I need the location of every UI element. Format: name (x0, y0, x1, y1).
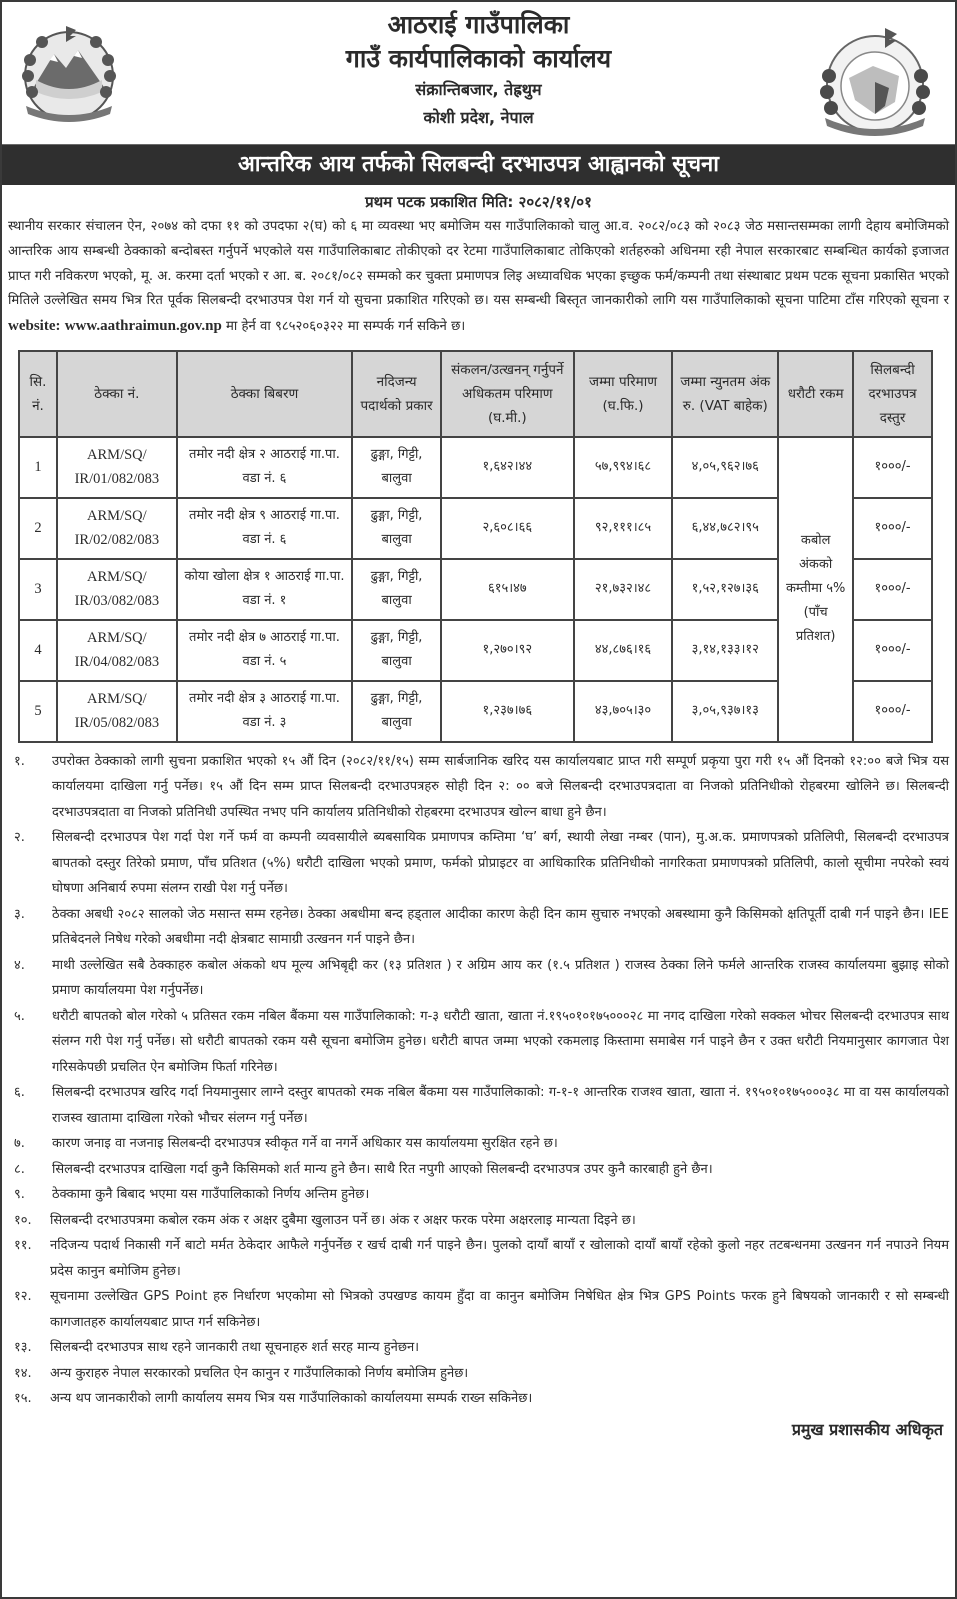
term-number: ११. (14, 1238, 32, 1254)
cell-fee: १०००/- (853, 437, 932, 498)
cell-material: ढुङ्गा, गिट्टी, बालुवा (352, 437, 441, 498)
table-row (19, 437, 932, 498)
cell-fee: १०००/- (853, 498, 932, 559)
cell-min-amount: १,५२,१२७।३६ (672, 559, 778, 620)
term-number: ६. (14, 1085, 25, 1101)
cell-fee: १०००/- (853, 559, 932, 620)
cell-sn: 2 (19, 498, 57, 559)
col-header-sn: सि. नं. (19, 351, 57, 437)
cell-description: कोया खोला क्षेत्र १ आठराई गा.पा. वडा नं. १ (177, 559, 352, 620)
cell-deposit-note: कबोल अंकको कम्तीमा ५% (पाँच प्रतिशत) (778, 437, 853, 742)
website-link[interactable]: www.aathraimun.gov.np (64, 318, 222, 335)
term-item (14, 1182, 949, 1208)
col-header-min-amount: जम्मा न्युनतम अंक रु. (VAT बाहेक) (672, 351, 778, 437)
term-item (14, 1004, 949, 1081)
term-number: १०. (14, 1212, 32, 1228)
contact-text: मा हेर्न वा ९८५२०६०३२२ मा सम्पर्क गर्न सकिने छ। (221, 319, 466, 335)
cell-max-qty: २,६०८।६६ (441, 498, 574, 559)
col-header-max-qty: संकलन/उत्खनन् गर्नुपर्ने अधिकतम परिमाण (घ.मी.) (441, 351, 574, 437)
term-number: ७. (14, 1136, 25, 1152)
term-text: सिलबन्दी दरभाउपत्र पेश गर्दा पेश गर्ने फर्म वा कम्पनी व्यवसायीले ब्यबसायिक प्रमाणपत्र कम्तिमा ‘घ’ बर्ग, स्थायी लेखा नम्बर (पान), मु.अ.क. प्रमाणपत्रको प्रतिलिपी, सिलबन्दी दरभाउपत्र बापतको दस्तुर तिरेको प्रमाण, पाँच प्रतिशत (५%) धरौटी दाखिला भएको प्रमाण, फर्मको प्रोप्राइटर वा आधिकारिक प्रतिनिधीको नागरिकता प्रमाणपत्रको प्रतिलिपी, कालो सूचीमा नपरेको स्वयं घोषणा अनिबार्य रुपमा संलग्न राखी पेश गर्नु पर्नेछ। (52, 830, 949, 897)
col-header-contract-no: ठेक्का नं. (57, 351, 177, 437)
term-text: सूचनामा उल्लेखित GPS Point हरु निर्धारण भएकोमा सो भित्रको उपखण्ड कायम हुँदा वा कानुन बमोजिम निषेधित क्षेत्र भित्र GPS Points फरक हुने बिषयको जानकारी र सो सम्बन्धी कागजातहरु कार्यालयबाट प्राप्त गर्न सकिनेछ। (50, 1289, 949, 1330)
cell-total-qty: २१,७३२।४८ (574, 559, 673, 620)
term-number: ४. (14, 957, 25, 973)
term-number: १. (14, 753, 25, 769)
term-item (14, 1284, 949, 1335)
intro-paragraph (2, 215, 955, 340)
term-number: ३. (14, 906, 25, 922)
term-number: ८. (14, 1161, 25, 1177)
term-text: अन्य कुराहरु नेपाल सरकारको प्रचलित ऐन कानुन र गाउँपालिकाको निर्णय बमोजिम हुनेछ। (50, 1365, 469, 1381)
tender-table (18, 350, 933, 743)
cell-total-qty: ४४,८७६।१६ (574, 620, 673, 681)
term-number: ५. (14, 1008, 25, 1024)
term-item (14, 749, 949, 826)
col-header-deposit: धरौटी रकम (778, 351, 853, 437)
cell-min-amount: ३,१४,१३३।१२ (672, 620, 778, 681)
col-header-material: नदिजन्य पदार्थको प्रकार (352, 351, 441, 437)
cell-max-qty: १,२७०।९२ (441, 620, 574, 681)
cell-max-qty: १,२३७।७६ (441, 681, 574, 742)
col-header-fee: सिलबन्दी दरभाउपत्र दस्तुर (853, 351, 932, 437)
cell-description: तमोर नदी क्षेत्र ७ आठराई गा.पा. वडा नं. ५ (177, 620, 352, 681)
term-item (14, 1208, 949, 1234)
cell-max-qty: १,६४२।४४ (441, 437, 574, 498)
term-text: सिलबन्दी दरभाउपत्र साथ रहने जानकारी तथा सूचनाहरु शर्त सरह मान्य हुनेछन। (50, 1340, 420, 1356)
cell-material: ढुङ्गा, गिट्टी, बालुवा (352, 620, 441, 681)
website-label: website: (8, 318, 61, 335)
cell-total-qty: ९२,१११।८५ (574, 498, 673, 559)
term-item (14, 953, 949, 1004)
term-number: १२. (14, 1289, 32, 1305)
cell-sn: 4 (19, 620, 57, 681)
term-number: १४. (14, 1365, 32, 1381)
term-item (14, 1386, 949, 1412)
cell-description: तमोर नदी क्षेत्र ३ आठराई गा.पा. वडा नं. ३ (177, 681, 352, 742)
municipality-seal-icon (815, 22, 935, 142)
notice-title-banner: आन्तरिक आय तर्फको सिलबन्दी दरभाउपत्र आह्वानको सूचना (2, 145, 955, 185)
publish-date: प्रथम पटक प्रकाशित मिति: २०८२/११/०१ (365, 193, 592, 211)
letterhead (2, 2, 955, 145)
term-text: माथी उल्लेखित सबै ठेक्काहरु कबोल अंकको थप मूल्य अभिबृद्दी कर (१३ प्रतिशत ) र अग्रिम आय कर (१.५ प्रतिशत ) राजस्व ठेक्का लिने फर्मले आन्तरिक राजस्व कार्यालयमा बुझाइ सोको प्रमाण कार्यालयमा पेश गर्नुपर्नेछ। (52, 957, 949, 999)
municipality-name: आठराई गाउँपालिका (387, 10, 570, 39)
term-number: १३. (14, 1340, 32, 1356)
cell-material: ढुङ्गा, गिट्टी, बालुवा (352, 498, 441, 559)
term-item (14, 1361, 949, 1387)
office-name: गाउँ कार्यपालिकाको कार्यालय (345, 44, 612, 73)
term-item (14, 1335, 949, 1361)
cell-material: ढुङ्गा, गिट्टी, बालुवा (352, 681, 441, 742)
term-number: २. (14, 830, 25, 846)
cell-fee: १०००/- (853, 681, 932, 742)
term-number: ९. (14, 1187, 25, 1203)
cell-material: ढुङ्गा, गिट्टी, बालुवा (352, 559, 441, 620)
cell-sn: 1 (19, 437, 57, 498)
term-item (14, 1131, 949, 1157)
term-text: धरौटी बापतको बोल गरेको ५ प्रतिसत रकम नबिल बैंकमा यस गाउँपालिकाको: ग-३ धरौटी खाता, खाता नं.१९५०१०१७५०००२८ मा नगद दाखिला गरेको सक्कल भोचर सिलबन्दी दरभाउपत्र साथ संलग्न गरी पेश गर्नु पर्नेछ। सो धरौटी बापतको रकम यसै सूचना बमोजिम हुनेछ। धरौटी बापत जम्मा भएको रकमलाइ किस्तामा समाबेस गर्न पाइने छैन र उक्त धरौटी नियमानुसार कागजात पेश गरिसकेपछी प्रचलित ऐन बमोजिम फिर्ता गरिनेछ। (52, 1008, 949, 1075)
cell-sn: 5 (19, 681, 57, 742)
cell-fee: १०००/- (853, 620, 932, 681)
cell-description: तमोर नदी क्षेत्र २ आठराई गा.पा. वडा नं. ६ (177, 437, 352, 498)
term-item (14, 1157, 949, 1183)
cell-min-amount: ६,४४,७८२।९५ (672, 498, 778, 559)
term-text: कारण जनाइ वा नजनाइ सिलबन्दी दरभाउपत्र स्वीकृत गर्ने वा नगर्ने अधिकार यस कार्यालयमा सुरक्षित रहने छ। (52, 1136, 558, 1152)
office-province: कोशी प्रदेश, नेपाल (423, 108, 534, 127)
term-item (14, 902, 949, 953)
term-text: सिलबन्दी दरभाउपत्रमा कबोल रकम अंक र अक्षर दुबैमा खुलाउन पर्ने छ। अंक र अक्षर फरक परेमा अक्षरलाइ मान्यता दिइने छ। (50, 1212, 636, 1228)
table-header-row (19, 351, 932, 437)
term-number: १५. (14, 1391, 32, 1407)
office-address: संक्रान्तिबजार, तेह्रथुम (415, 80, 542, 99)
cell-contract-no: ARM/SQ/ IR/04/082/083 (57, 620, 177, 681)
cell-contract-no: ARM/SQ/ IR/01/082/083 (57, 437, 177, 498)
col-header-description: ठेक्का बिबरण (177, 351, 352, 437)
term-text: सिलबन्दी दरभाउपत्र दाखिला गर्दा कुनै किसिमको शर्त मान्य हुने छैन। साथै रित नपुगी आएको सिलबन्दी दरभाउपत्र उपर कुनै कारबाही हुने छैन। (52, 1161, 713, 1177)
term-text: सिलबन्दी दरभाउपत्र खरिद गर्दा नियमानुसार लाग्ने दस्तुर बापतको रमक नबिल बैंकमा यस गाउँपालिकाको: ग-१-१ आन्तरिक राजश्व खाता, खाता नं. १९५०१०१७५०००३८ मा वा यस कार्यालयको राजस्व खातामा दाखिला गरेको भौचर संलग्न गर्नु पर्नेछ। (52, 1085, 949, 1126)
cell-total-qty: ४३,७०५।३० (574, 681, 673, 742)
term-text: अन्य थप जानकारीको लागी कार्यालय समय भित्र यस गाउँपालिकाको कार्यालयमा सम्पर्क राख्न सकिनेछ। (50, 1391, 533, 1407)
term-item (14, 825, 949, 902)
cell-contract-no: ARM/SQ/ IR/03/082/083 (57, 559, 177, 620)
term-text: ठेक्कामा कुनै बिबाद भएमा यस गाउँपालिकाको निर्णय अन्तिम हुनेछ। (52, 1187, 370, 1203)
terms-list (2, 749, 955, 1412)
cell-description: तमोर नदी क्षेत्र ९ आठराई गा.पा. वडा नं. ६ (177, 498, 352, 559)
cell-max-qty: ६१५।४७ (441, 559, 574, 620)
cell-sn: 3 (19, 559, 57, 620)
cell-min-amount: ३,०५,९३७।१३ (672, 681, 778, 742)
cell-min-amount: ४,०५,९६२।७६ (672, 437, 778, 498)
term-item (14, 1233, 949, 1284)
col-header-total-qty: जम्मा परिमाण (घ.फि.) (574, 351, 673, 437)
term-item (14, 1080, 949, 1131)
signatory-title: प्रमुख प्रशासकीय अधिकृत (791, 1419, 943, 1439)
cell-contract-no: ARM/SQ/ IR/02/082/083 (57, 498, 177, 559)
cell-total-qty: ५७,९९४।६८ (574, 437, 673, 498)
letterhead-text (2, 8, 955, 132)
intro-text: स्थानीय सरकार संचालन ऐन, २०७४ को दफा ११ को उपदफा २(घ) को ६ मा व्यवस्था भए बमोजिम यस गाउँपालिकाको चालु आ.व. २०८२/०८३ को २०८३ जेठ मसान्तसम्मका लागी देहाय बमोजिमको आन्तरिक आय सम्बन्धी ठेक्काको बन्दोबस्त गर्नुपर्ने भएकोले यस गाउँपालिकाबाट तोकीएको दर रेटमा गाउँपालिकाबाट तोकिएको शर्तहरुको अधिनमा रही नेपाल सरकारबाट सम्बन्धित कार्यको इजाजत प्राप्त गरी नविकरण भएको, मू. अ. करमा दर्ता भएको र आ. ब. २०८१/०८२ सम्मको कर चुक्ता प्रमाणपत्र लिइ अध्यावधिक भएका इच्छुक फर्म/कम्पनी तथा संस्थाबाट प्रथम पटक सूचना प्रकासित भएको मितिले उल्लेखित समय भित्र रित पूर्वक सिलबन्दी दरभाउपत्र पेश गर्न यो सुचना प्रकाशित गरिएको छ। यस सम्बन्धी बिस्तृत जानकारीको लागि यस गाउँपालिकाको सूचना पाटिमा टाँस गरिएको सूचना र (8, 219, 949, 309)
term-text: नदिजन्य पदार्थ निकासी गर्ने बाटो मर्मत ठेकेदार आफैले गर्नुपर्नेछ र खर्च दाबी गर्न पाइने छैन। पुलको दायाँ बायाँ र खोलाको दायाँ बायाँ रहेको कुलो नहर तटबन्धनमा उत्खनन गर्न नपाउने नियम प्रदेस कानुन बमोजिम हुनेछ। (50, 1238, 949, 1279)
cell-contract-no: ARM/SQ/ IR/05/082/083 (57, 681, 177, 742)
term-text: ठेक्का अबधी २०८२ सालको जेठ मसान्त सम्म रहनेछ। ठेक्का अबधीमा बन्द हड्ताल आदीका कारण केही दिन काम सुचारु नभएको अबस्थामा कुनै किसिमको क्षतिपूर्ती दाबी गर्न पाइने छैन। IEE प्रतिबेदनले निषेध गरेको अबधीमा नदी क्षेत्रबाट सामाग्री उत्खनन गर्न पाइने छैन। (52, 906, 949, 948)
term-text: उपरोक्त ठेक्काको लागी सुचना प्रकाशित भएको १५ औं दिन (२०८२/११/१५) सम्म सार्बजानिक खरिद यस कार्यालयबाट प्राप्त गरी सम्पूर्ण प्रकृया पुरा गरी १५ औं दिनको १२:०० बजे भित्र यस कार्यालयमा दाखिला गर्नु पर्नेछ। १५ औं दिन सम्म प्राप्त सिलबन्दी दरभाउपत्रहरु सोही दिन २: ०० बजे सिलबन्दी दरभाउपत्रदाता वा निजको प्रतिनिधीको रोहबरमा खोलिने छ। सिलबन्दी दरभाउपत्रदाता वा निजको प्रतिनिधी उपस्थित नभए पनि कार्यालय प्रतिनिधीको रोहबरमा दरभाउपत्र खोल्न बाधा हुने छैन। (52, 753, 949, 820)
